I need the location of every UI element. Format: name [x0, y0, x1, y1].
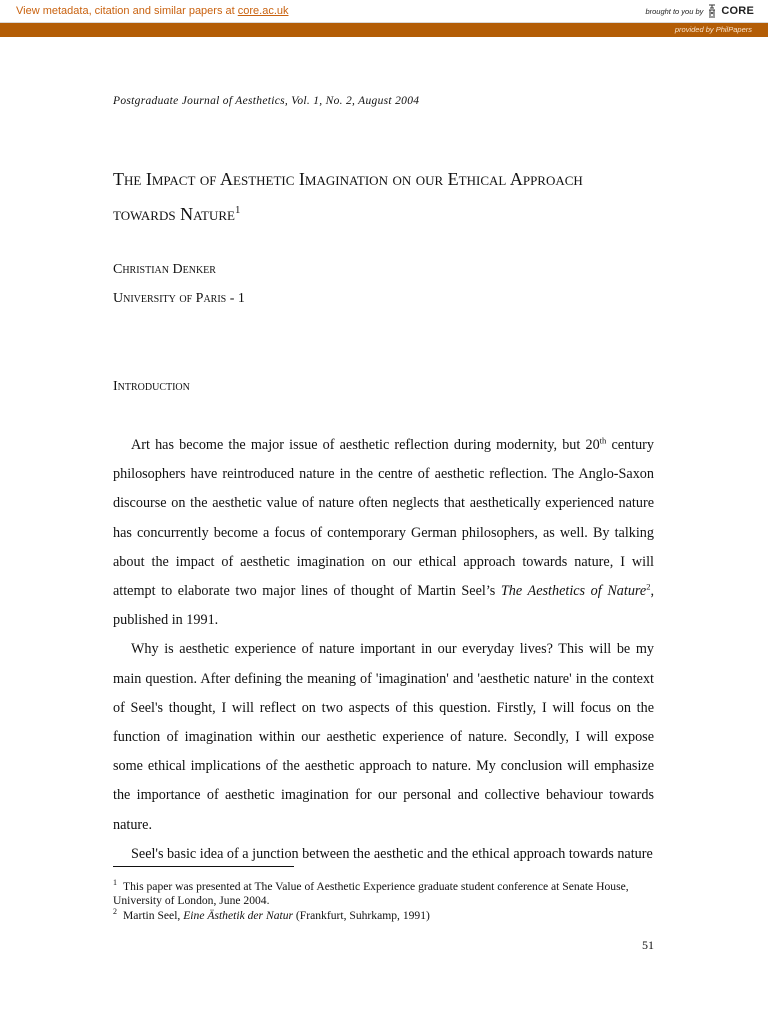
core-provided-by[interactable]: provided by PhilPapers: [674, 25, 752, 34]
core-wordmark: CORE: [721, 5, 754, 17]
footnote-1: [113, 880, 654, 909]
p1-superscript: th: [599, 435, 607, 446]
title-line-1: The Impact of Aesthetic Imagination on our Ethical Approach: [113, 169, 583, 189]
paper-title: [113, 162, 673, 232]
core-logo-icon: [707, 4, 717, 18]
author-affiliation: University of Paris - 1: [113, 291, 245, 306]
footnote-divider: [113, 866, 294, 867]
footnote-2-text-after: (Frankfurt, Suhrkamp, 1991): [293, 908, 430, 922]
p1-book-title: The Aesthetics of Nature: [500, 583, 647, 600]
footnote-2-book-title: Eine Ästhetik der Natur: [183, 908, 294, 922]
title-footnote-marker[interactable]: 1: [235, 204, 241, 216]
footnote-1-text: This paper was presented at The Value of Aesthetic Experience graduate student conference at Senate House, University of London, June 2004.: [113, 880, 629, 908]
core-view-text: View metadata, citation and similar papers at: [16, 5, 238, 17]
footnote-2-text-before: Martin Seel,: [123, 908, 184, 922]
body-text: [113, 431, 654, 869]
author-name: Christian Denker: [113, 262, 216, 277]
p1-footnote-marker[interactable]: 2: [646, 581, 651, 592]
paragraph-1: [113, 431, 654, 635]
paragraph-2: Why is aesthetic experience of nature important in our everyday lives? This will be my main question. After defining the meaning of 'imagination' and 'aesthetic nature' in the context of Seel's thought, I will reflect on two aspects of this question. Firstly, I will focus on the function of imagination within our aesthetic experience of nature. Secondly, I will expose some ethical implications of the aesthetic approach to nature. My conclusion will emphasize the importance of aesthetic imagination for our personal and collective behaviour towards nature.: [113, 641, 654, 833]
core-branding[interactable]: [645, 4, 754, 18]
title-line-2: towards Nature: [113, 204, 235, 224]
p1-part2: century philosophers have reintroduced nature in the centre of aesthetic reflection. The Anglo-Saxon discourse on the aesthetic value of nature often neglects that aesthetically experienced nature has concurrently become a focus of contemporary German philosophers, as well. By talking about the impact of aesthetic imagination on our ethical approach towards nature, I will attempt to elaborate two major lines of thought of Martin Seel’s: [113, 437, 654, 600]
footnote-2-marker: 2: [113, 906, 117, 916]
journal-citation: Postgraduate Journal of Aesthetics, Vol. 1, No. 2, August 2004: [113, 95, 420, 107]
core-brought-text: brought to you by: [645, 6, 704, 16]
paragraph-3: Seel's basic idea of a junction between the aesthetic and the ethical approach towards nature: [131, 845, 653, 862]
p1-part3: , published in 1991.: [113, 583, 655, 629]
core-provider-bar: [0, 23, 768, 37]
page-number: 51: [642, 938, 654, 952]
footnotes: [113, 880, 654, 923]
core-metadata-notice: [16, 5, 289, 17]
footnote-1-marker: 1: [113, 878, 117, 888]
footnote-2: [113, 906, 654, 923]
core-header: [0, 0, 768, 23]
p1-part1: Art has become the major issue of aesthetic reflection during modernity, but 20: [131, 437, 600, 453]
section-heading: Introduction: [113, 379, 190, 394]
core-link[interactable]: core.ac.uk: [237, 5, 289, 17]
